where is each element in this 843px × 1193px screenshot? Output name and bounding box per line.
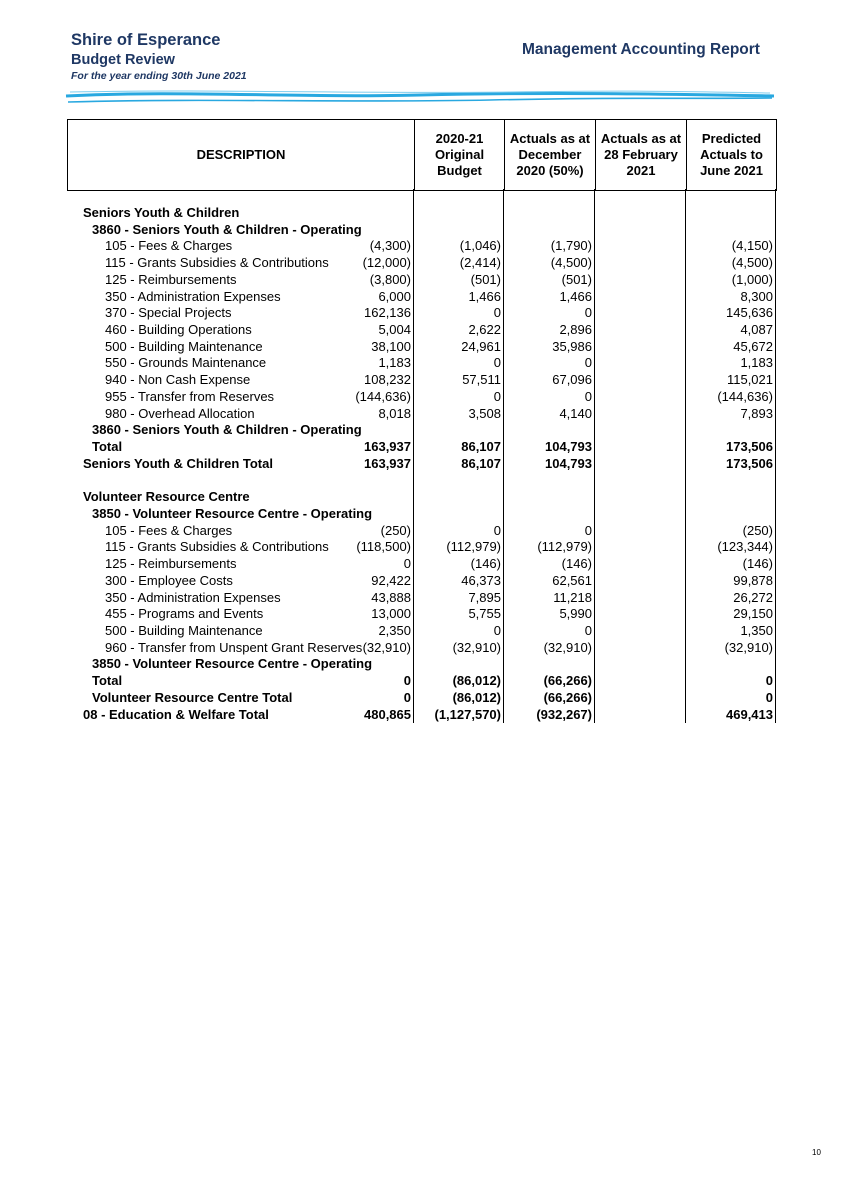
row-original-budget: (144,636) xyxy=(355,388,411,404)
row-actuals-december: (32,910) xyxy=(452,639,501,655)
table-row xyxy=(67,690,776,707)
row-actuals-december: (86,012) xyxy=(452,673,501,689)
row-actuals-december: (2,414) xyxy=(459,255,501,271)
row-predicted-actuals: 26,272 xyxy=(733,589,773,605)
row-description: 940 - Non Cash Expense xyxy=(105,372,251,388)
row-description: 500 - Building Maintenance xyxy=(105,623,263,638)
row-original-budget: 2,350 xyxy=(378,623,411,638)
table-row xyxy=(67,590,776,607)
table-row xyxy=(67,439,776,456)
row-description: Total xyxy=(92,439,123,455)
table-row xyxy=(67,473,776,490)
row-actuals-december: 86,107 xyxy=(461,439,501,455)
row-actuals-december: (1,127,570) xyxy=(434,706,501,722)
header-actuals-february: Actuals as at 28 February 2021 xyxy=(595,120,686,190)
row-original-budget: (32,910) xyxy=(362,639,411,655)
row-actuals-february: (66,266) xyxy=(543,689,592,705)
row-actuals-february: (112,979) xyxy=(537,539,592,555)
row-predicted-actuals: (146) xyxy=(742,556,773,572)
table-row xyxy=(67,322,776,339)
row-actuals-december: 46,373 xyxy=(461,572,501,588)
row-description: 115 - Grants Subsidies & Contributions xyxy=(105,539,329,555)
header-actuals-december: Actuals as at December 2020 (50%) xyxy=(504,120,595,190)
row-actuals-december: 86,107 xyxy=(461,455,501,471)
row-original-budget: (3,800) xyxy=(369,271,411,287)
row-actuals-december: 2,622 xyxy=(468,322,501,338)
table-row xyxy=(67,205,776,222)
row-actuals-february: 5,990 xyxy=(559,606,592,622)
row-original-budget: (4,300) xyxy=(369,238,411,254)
table-row xyxy=(67,523,776,540)
row-actuals-december: 0 xyxy=(493,388,501,404)
row-actuals-december: (86,012) xyxy=(452,689,501,705)
row-original-budget: 0 xyxy=(403,689,411,705)
row-predicted-actuals: (4,150) xyxy=(731,238,773,254)
row-original-budget: 163,937 xyxy=(364,455,411,471)
row-description: 455 - Programs and Events xyxy=(105,606,264,622)
row-actuals-february: 62,561 xyxy=(552,572,592,588)
row-actuals-february: 104,793 xyxy=(545,455,592,471)
table-row xyxy=(67,222,776,239)
table-row xyxy=(67,389,776,406)
row-original-budget: (12,000) xyxy=(362,255,411,271)
table-row xyxy=(67,606,776,623)
row-description: 125 - Reimbursements xyxy=(105,271,237,287)
row-description: 3860 - Seniors Youth & Children - Operating xyxy=(92,422,362,438)
row-original-budget: (118,500) xyxy=(356,539,411,555)
row-description: 350 - Administration Expenses xyxy=(105,288,281,304)
row-actuals-february: (32,910) xyxy=(543,639,592,655)
row-predicted-actuals: (1,000) xyxy=(731,271,773,287)
row-actuals-december: (501) xyxy=(470,271,501,287)
row-actuals-february: 104,793 xyxy=(545,439,592,455)
row-original-budget: 162,136 xyxy=(364,305,411,321)
row-actuals-december: 3,508 xyxy=(468,405,501,421)
row-original-budget: 6,000 xyxy=(378,288,411,304)
header-original-budget: 2020-21 Original Budget xyxy=(414,120,504,190)
row-description: 115 - Grants Subsidies & Contributions xyxy=(105,255,329,271)
row-predicted-actuals: 1,350 xyxy=(740,623,773,638)
row-predicted-actuals: (144,636) xyxy=(717,388,773,404)
table-row xyxy=(67,539,776,556)
header-predicted-actuals: Predicted Actuals to June 2021 xyxy=(686,120,776,190)
row-description: Seniors Youth & Children xyxy=(83,205,240,220)
row-actuals-december: 1,466 xyxy=(468,288,501,304)
row-description: 350 - Administration Expenses xyxy=(105,589,281,605)
report-period: For the year ending 30th June 2021 xyxy=(71,70,247,82)
row-description: Volunteer Resource Centre Total xyxy=(92,689,293,705)
row-actuals-february: 0 xyxy=(584,623,592,638)
header-description: DESCRIPTION xyxy=(196,147,286,162)
row-original-budget: 108,232 xyxy=(364,372,411,388)
row-description: Seniors Youth & Children Total xyxy=(83,455,273,471)
row-actuals-december: (112,979) xyxy=(446,539,501,555)
row-actuals-december: 0 xyxy=(493,355,501,371)
table-header xyxy=(67,119,777,191)
table-row xyxy=(67,673,776,690)
row-actuals-december: 0 xyxy=(493,305,501,321)
row-actuals-december: 0 xyxy=(493,623,501,638)
row-actuals-february: 4,140 xyxy=(559,405,592,421)
row-description: 550 - Grounds Maintenance xyxy=(105,355,267,371)
row-predicted-actuals: 99,878 xyxy=(733,572,773,588)
row-predicted-actuals: (32,910) xyxy=(724,639,773,655)
row-description: 125 - Reimbursements xyxy=(105,556,237,572)
row-original-budget: 1,183 xyxy=(378,355,411,371)
table-row xyxy=(67,573,776,590)
row-actuals-february: 1,466 xyxy=(559,288,592,304)
report-subtitle: Budget Review xyxy=(71,52,175,68)
row-actuals-february: 2,896 xyxy=(559,322,592,338)
header-swoosh-decoration xyxy=(60,86,780,110)
row-description: 08 - Education & Welfare Total xyxy=(83,706,269,722)
table-row xyxy=(67,656,776,673)
row-actuals-february: (501) xyxy=(561,271,592,287)
row-description: Volunteer Resource Centre xyxy=(83,489,250,505)
row-description: 3850 - Volunteer Resource Centre - Operating xyxy=(92,656,373,672)
row-predicted-actuals: 0 xyxy=(765,673,773,689)
row-actuals-february: 11,218 xyxy=(553,589,592,605)
row-description: 960 - Transfer from Unspent Grant Reserves xyxy=(105,639,363,655)
table-row xyxy=(67,707,776,724)
row-predicted-actuals: 469,413 xyxy=(726,706,773,722)
row-actuals-february: 0 xyxy=(584,522,592,538)
row-description: 3850 - Volunteer Resource Centre - Operating xyxy=(92,505,373,521)
row-original-budget: 480,865 xyxy=(364,706,411,722)
row-actuals-february: (4,500) xyxy=(550,255,592,271)
row-predicted-actuals: (123,344) xyxy=(717,539,773,555)
row-actuals-december: 7,895 xyxy=(468,589,501,605)
row-actuals-december: (146) xyxy=(470,556,501,572)
row-actuals-february: 0 xyxy=(584,305,592,321)
row-predicted-actuals: 4,087 xyxy=(740,322,773,338)
table-row xyxy=(67,289,776,306)
table-row xyxy=(67,489,776,506)
report-title: Management Accounting Report xyxy=(522,41,760,58)
row-actuals-december: 57,511 xyxy=(462,372,501,388)
row-predicted-actuals: 7,893 xyxy=(740,405,773,421)
row-description: 460 - Building Operations xyxy=(105,322,252,338)
row-description: 980 - Overhead Allocation xyxy=(105,405,255,421)
row-actuals-february: (66,266) xyxy=(543,673,592,689)
row-description: 370 - Special Projects xyxy=(105,305,232,321)
row-actuals-december: 24,961 xyxy=(461,338,501,354)
row-original-budget: 92,422 xyxy=(371,572,411,588)
row-predicted-actuals: 45,672 xyxy=(733,338,773,354)
row-actuals-february: 0 xyxy=(584,355,592,371)
table-row xyxy=(67,305,776,322)
row-original-budget: 163,937 xyxy=(364,439,411,455)
row-description: 3860 - Seniors Youth & Children - Operating xyxy=(92,221,362,237)
row-original-budget: 5,004 xyxy=(378,322,411,338)
row-actuals-december: 5,755 xyxy=(468,606,501,622)
organisation-name: Shire of Esperance xyxy=(71,31,221,49)
row-predicted-actuals: 173,506 xyxy=(726,455,773,471)
row-description: Total xyxy=(92,673,123,689)
table-row xyxy=(67,372,776,389)
row-predicted-actuals: 0 xyxy=(765,689,773,705)
row-predicted-actuals: 29,150 xyxy=(733,606,773,622)
row-actuals-december: (1,046) xyxy=(459,238,501,254)
row-description: 105 - Fees & Charges xyxy=(105,238,233,254)
row-original-budget: 8,018 xyxy=(378,405,411,421)
row-predicted-actuals: (250) xyxy=(742,522,773,538)
row-description: 955 - Transfer from Reserves xyxy=(105,388,275,404)
page-number: 10 xyxy=(812,1148,821,1157)
table-row xyxy=(67,272,776,289)
row-predicted-actuals: 1,183 xyxy=(740,355,773,371)
budget-table xyxy=(67,119,776,723)
table-row xyxy=(67,556,776,573)
row-original-budget: 13,000 xyxy=(371,606,411,622)
row-actuals-february: (146) xyxy=(561,556,592,572)
row-actuals-february: 67,096 xyxy=(552,372,592,388)
table-row xyxy=(67,506,776,523)
row-original-budget: 0 xyxy=(403,673,411,689)
table-row xyxy=(67,640,776,657)
table-row xyxy=(67,255,776,272)
row-description: 500 - Building Maintenance xyxy=(105,338,263,354)
row-predicted-actuals: (4,500) xyxy=(731,255,773,271)
row-actuals-february: 0 xyxy=(584,388,592,404)
row-actuals-february: (932,267) xyxy=(536,706,592,722)
row-original-budget: 0 xyxy=(403,556,411,572)
table-row xyxy=(67,238,776,255)
table-row xyxy=(67,406,776,423)
row-original-budget: (250) xyxy=(380,522,411,538)
row-predicted-actuals: 145,636 xyxy=(726,305,773,321)
row-description: 300 - Employee Costs xyxy=(105,572,233,588)
row-predicted-actuals: 8,300 xyxy=(740,288,773,304)
table-row xyxy=(67,623,776,640)
table-row xyxy=(67,339,776,356)
row-original-budget: 43,888 xyxy=(371,589,411,605)
row-original-budget: 38,100 xyxy=(371,338,411,354)
table-row xyxy=(67,355,776,372)
row-predicted-actuals: 115,021 xyxy=(726,372,773,388)
row-description: 105 - Fees & Charges xyxy=(105,522,233,538)
table-row xyxy=(67,456,776,473)
row-actuals-february: 35,986 xyxy=(552,338,592,354)
row-predicted-actuals: 173,506 xyxy=(726,439,773,455)
table-row xyxy=(67,422,776,439)
row-actuals-february: (1,790) xyxy=(550,238,592,254)
row-actuals-december: 0 xyxy=(493,522,501,538)
